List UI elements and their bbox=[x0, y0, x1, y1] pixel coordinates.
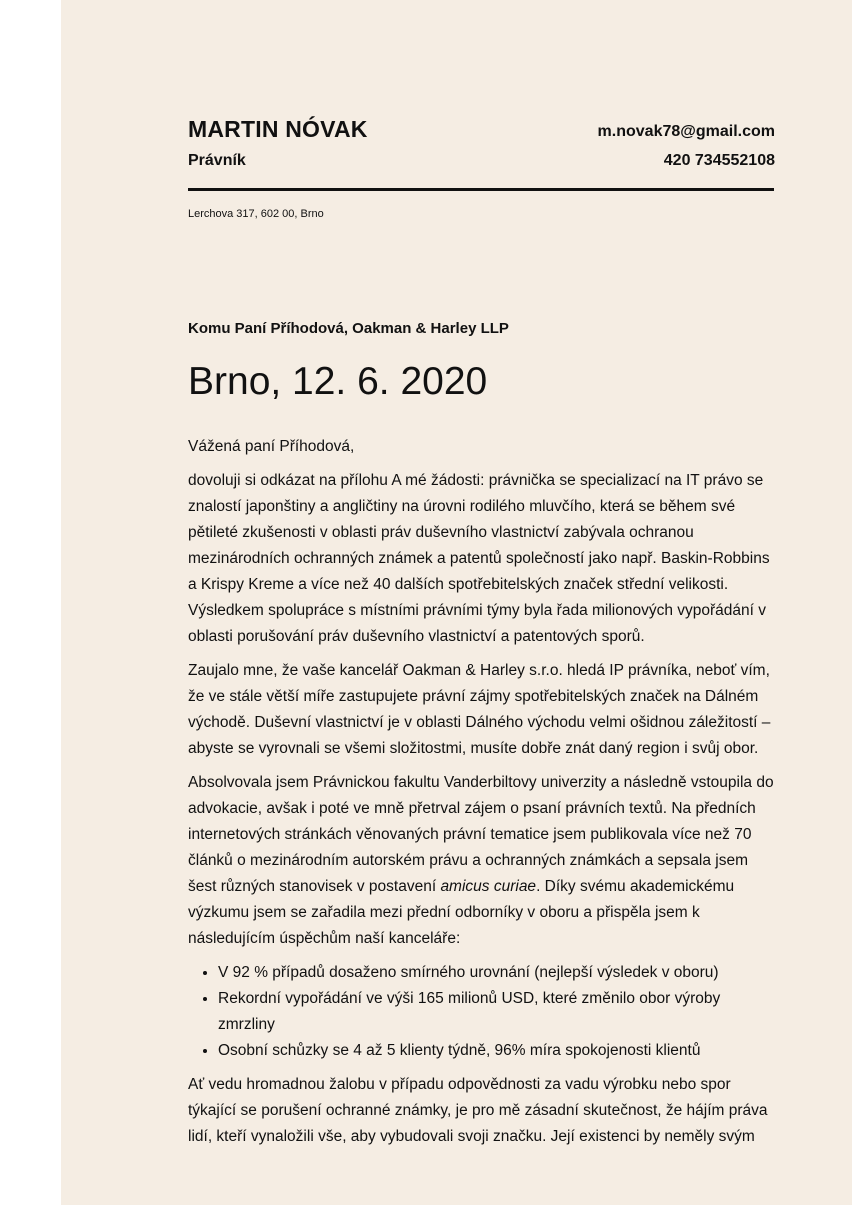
sender-name: MARTIN NÓVAK bbox=[188, 116, 368, 142]
paragraph-education bbox=[188, 770, 778, 952]
paragraph-education-text-2: . Díky svému akademickému výzkumu jsem se zařadila mezi přední odborníky v oboru a přispěla jsem k následujícím úspěchům naší kanceláře: bbox=[188, 878, 735, 947]
sender-address: Lerchova 317, 602 00, Brno bbox=[188, 208, 324, 220]
letter-body bbox=[188, 434, 778, 1158]
paragraph-motivation: Zaujalo mne, že vaše kancelář Oakman & Harley s.r.o. hledá IP právníka, neboť vím, že ve stále větší míře zastupujete právní zájmy spotřebitelských značek na Dálném východě. Duševní vlastnictví je v oblasti Dálného východu velmi ošidnou záležitostí – abyste se vyrovnali se všemi složitostmi, musíte dobře znát daný region i svůj obor. bbox=[188, 662, 771, 757]
sender-email: m.novak78@gmail.com bbox=[597, 123, 775, 140]
sender-phone: 420 734552108 bbox=[663, 152, 775, 169]
achievement-item: • V 92 % případů dosaženo smírného urovnání (nejlepší výsledek v oboru) bbox=[218, 960, 778, 986]
achievements-list bbox=[188, 960, 778, 1064]
paragraph-education-text-1: Absolvovala jsem Právnickou fakultu Vanderbiltovy univerzity a následně vstoupila do advokacie, avšak i poté ve mně přetrval zájem o psaní právních textů. Na předních internetových stránkách věnovaných právní tematice jsem publikovala více než 70 článků o mezinárodním autorském právu a ochranných známkách a sepsala jsem šest různých stanovisek v postavení bbox=[188, 774, 774, 895]
paragraph-education-italic: amicus curiae bbox=[440, 878, 537, 895]
letter-page bbox=[61, 0, 852, 1205]
header-divider bbox=[188, 188, 774, 191]
achievement-item: • Rekordní vypořádání ve výši 165 milionů USD, které změnilo obor výroby zmrzliny bbox=[218, 986, 778, 1038]
place-date-heading: Brno, 12. 6. 2020 bbox=[188, 360, 488, 403]
sender-role: Právník bbox=[188, 152, 246, 169]
paragraph-closing: Ať vedu hromadnou žalobu v případu odpovědnosti za vadu výrobku nebo spor týkající se porušení ochranné známky, je pro mě zásadní skutečnost, že hájím práva lidí, kteří vynaložili vše, aby vybudovali svoji značku. Její existenci by neměly svým bbox=[188, 1076, 768, 1145]
recipient-line: Komu Paní Příhodová, Oakman & Harley LLP bbox=[188, 320, 509, 337]
salutation: Vážená paní Příhodová, bbox=[188, 438, 355, 455]
paragraph-intro: dovoluji si odkázat na přílohu A mé žádosti: právnička se specializací na IT právo se znalostí japonštiny a angličtiny na úrovni rodilého mluvčího, která se během své pětileté zkušenosti v oblasti práv duševního vlastnictví zabývala ochranou mezinárodních ochranných známek a patentů společností jako např. Baskin-Robbins a Krispy Kreme a více než 40 dalších spotřebitelských značek střední velikosti. Výsledkem spolupráce s místními právními týmy byla řada milionových vypořádání v oblasti porušování práv duševního vlastnictví a patentových sporů. bbox=[188, 472, 770, 645]
achievement-item: • Osobní schůzky se 4 až 5 klienty týdně, 96% míra spokojenosti klientů bbox=[218, 1038, 778, 1064]
